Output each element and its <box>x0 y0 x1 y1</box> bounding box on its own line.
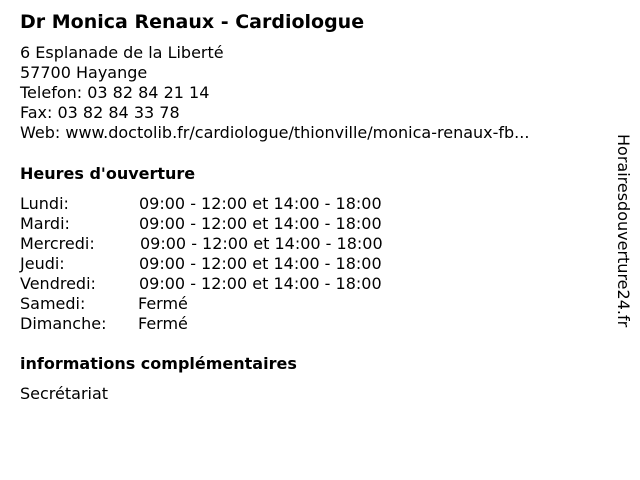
day-label: Lundi: <box>20 194 69 213</box>
opening-hours-heading: Heures d'ouverture <box>20 164 196 183</box>
day-label: Vendredi: <box>20 274 96 293</box>
hours-row-friday <box>20 274 440 294</box>
hours-row-saturday <box>20 294 440 314</box>
fax-number: Fax: 03 82 84 33 78 <box>20 103 180 122</box>
website: Web: www.doctolib.fr/cardiologue/thionville/monica-renaux-fb... <box>20 123 530 142</box>
hours-row-tuesday <box>20 214 440 234</box>
phone-number: Telefon: 03 82 84 21 14 <box>20 83 210 102</box>
hours-row-thursday <box>20 254 440 274</box>
hours-row-sunday <box>20 314 440 334</box>
address-block <box>20 43 529 143</box>
additional-info-text: Secrétariat <box>20 384 109 403</box>
day-hours: 09:00 - 12:00 et 14:00 - 18:00 <box>139 254 382 273</box>
day-hours: 09:00 - 12:00 et 14:00 - 18:00 <box>139 274 382 293</box>
city: 57700 Hayange <box>20 63 148 82</box>
day-label: Mardi: <box>20 214 70 233</box>
additional-info-heading: informations complémentaires <box>20 354 297 373</box>
day-label: Jeudi: <box>20 254 65 273</box>
day-hours: Fermé <box>138 294 188 313</box>
day-hours: Fermé <box>138 314 188 333</box>
day-hours: 09:00 - 12:00 et 14:00 - 18:00 <box>139 214 382 233</box>
day-label: Samedi: <box>20 294 86 313</box>
site-watermark: Horairesdouverture24.fr <box>614 134 633 328</box>
page-title: Dr Monica Renaux - Cardiologue <box>20 11 365 33</box>
day-label: Mercredi: <box>20 234 95 253</box>
street-address: 6 Esplanade de la Liberté <box>20 43 224 62</box>
day-hours: 09:00 - 12:00 et 14:00 - 18:00 <box>139 194 382 213</box>
opening-hours-table <box>20 194 440 334</box>
day-label: Dimanche: <box>20 314 107 333</box>
hours-row-wednesday <box>20 234 440 254</box>
day-hours: 09:00 - 12:00 et 14:00 - 18:00 <box>140 234 383 253</box>
hours-row-monday <box>20 194 440 214</box>
